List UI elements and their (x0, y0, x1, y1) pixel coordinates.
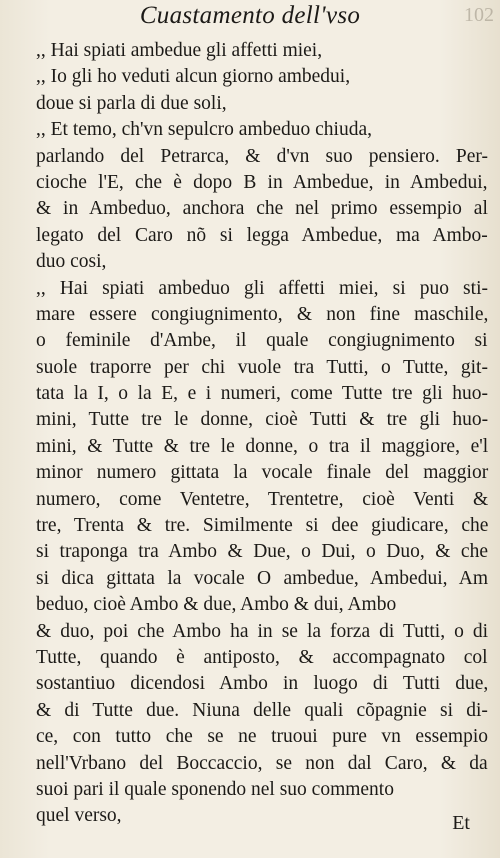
text-line: beduo, cioè Ambo & due, Ambo & dui, Ambo (36, 594, 397, 616)
text-line: o feminile d'Ambe, il quale congiugnimento si (36, 330, 488, 352)
text-line: mare essere congiugnimento, & non fine maschile, (36, 303, 489, 325)
text-line: ,, Io gli ho veduti alcun giorno ambedui, (36, 66, 351, 88)
text-line: ,, Et temo, ch'vn sepulcro ambeduo chiuda, (36, 119, 373, 141)
text-line: duo cosi, (36, 251, 107, 273)
text-line: mini, Tutte tre le donne, cioè Tutti & tre gli huo- (36, 409, 489, 431)
text-line: doue si parla di due soli, (36, 92, 227, 114)
text-line: cioche l'E, che è dopo B in Ambedue, in Ambedui, (36, 171, 488, 193)
text-line: & in Ambeduo, anchora che nel primo essempio al (36, 198, 488, 220)
catchword: Et (452, 812, 470, 834)
text-line: ,, Hai spiati ambeduo gli affetti miei, si puo sti- (36, 277, 488, 299)
text-line: Tutte, quando è antiposto, & accompagnato col (36, 646, 488, 668)
text-line: numero, come Ventetre, Trentetre, cioè Venti & (36, 488, 489, 510)
text-line: sostantiuo dicendosi Ambo in luogo di Tutti due, (36, 673, 489, 695)
text-line: suole traporre per chi vuole tra Tutti, o Tutte, git- (36, 356, 488, 378)
text-line: quel verso, (36, 805, 122, 827)
text-line: legato del Caro nõ si legga Ambedue, ma Ambo- (36, 224, 488, 246)
text-line: ,, Hai spiati ambedue gli affetti miei, (36, 40, 323, 61)
page-number: 102 (464, 4, 494, 26)
text-line: ce, con tutto che se ne truoui pure vn essempio (36, 726, 489, 748)
text-line: si dica gittata la vocale O ambedue, Ambedui, Am (36, 567, 489, 589)
text-line: parlando del Petrarca, & d'vn suo pensiero. Per- (36, 145, 488, 167)
text-line: nell'Vrbano del Boccaccio, se non dal Caro, & da (36, 752, 488, 774)
text-line: mini, & Tutte & tre le donne, o tra il maggiore, e'l (36, 435, 489, 457)
text-line: & duo, poi che Ambo ha in se la forza di Tutti, o di (36, 620, 489, 642)
text-line: si traponga tra Ambo & Due, o Dui, o Duo, & che (36, 541, 488, 563)
text-line: suoi pari il quale sponendo nel suo commento (36, 778, 394, 800)
text-line: & di Tutte due. Niuna delle quali cõpagnie si di- (36, 699, 488, 721)
text-line: minor numero gittata la vocale finale del maggior (36, 462, 489, 484)
text-line: tre, Trenta & tre. Similmente si dee giudicare, che (36, 515, 489, 537)
text-line: tata la I, o la E, e i numeri, come Tutte tre gli huo- (36, 383, 488, 405)
body-text (36, 38, 488, 830)
running-head: Cuastamento dell'vso (139, 2, 361, 29)
